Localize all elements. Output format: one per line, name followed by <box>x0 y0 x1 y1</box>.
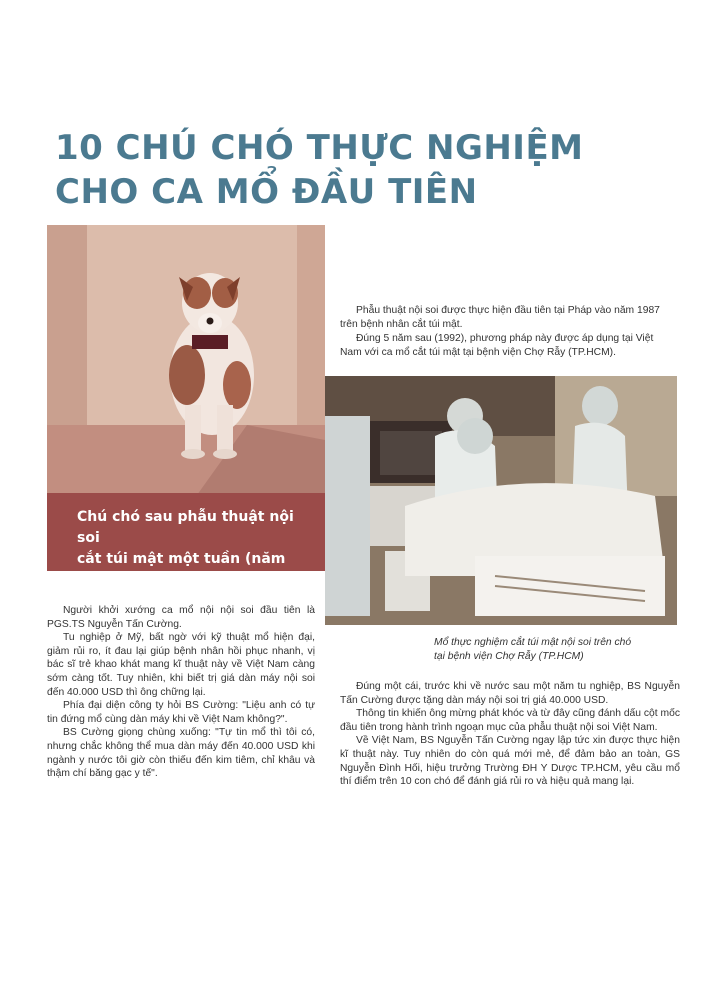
title-line-1: 10 CHÚ CHÓ THỰC NGHIỆM <box>55 128 584 168</box>
body-paragraph: Về Việt Nam, BS Nguyễn Tấn Cường ngay lập tức xin được thực hiện kĩ thuật này. Tuy nhiên do còn quá mới mẻ, để đảm bảo an toàn, GS Nguyễn Đình Hối, hiệu trưởng Trường ĐH Y Dược TP.HCM, yêu cầu mổ thí điểm trên 10 con chó để đánh giá rủi ro và hiệu quả mang lại. <box>340 735 680 788</box>
body-paragraph: Người khởi xướng ca mổ nội nội soi đầu tiên là PGS.TS Nguyễn Tấn Cường. <box>47 605 315 630</box>
dog-caption-line-2: cắt túi mật một tuần (năm 1992) <box>77 551 286 588</box>
body-paragraph: Phía đại diện công ty hỏi BS Cường: "Liệu anh có tự tin đứng mổ cùng dàn máy khi về Việt Nam không?". <box>47 700 315 725</box>
left-column <box>47 604 315 781</box>
surgery-illustration <box>325 376 677 625</box>
dog-photo <box>47 225 325 588</box>
surgery-photo-caption <box>434 636 674 664</box>
right-column <box>340 680 680 789</box>
body-paragraph: Tu nghiệp ở Mỹ, bất ngờ với kỹ thuật mổ hiện đại, giảm rủi ro, ít đau lại giúp bệnh nhân hồi phục nhanh, vị bác sĩ trẻ khao khát mang kĩ thuật này về Việt Nam càng sớm càng tốt. Tuy nhiên, khi biết trị giá dàn máy nội soi đến 40.000 USD thì ông chững lại. <box>47 632 315 698</box>
body-paragraph: BS Cường giọng chùng xuống: "Tự tin mổ thì tôi có, nhưng chắc không thể mua dàn máy đến 40.000 USD khi ngành y nước tôi giờ còn thiếu đến kim tiêm, chỉ khâu và thậm chí băng gạc y tế". <box>47 727 315 780</box>
title-line-2: CHO CA MỔ ĐẦU TIÊN <box>55 172 478 212</box>
body-paragraph: Đúng một cái, trước khi về nước sau một năm tu nghiệp, BS Nguyễn Tấn Cường được tặng dàn máy nội soi trị giá 40.000 USD. <box>340 681 680 706</box>
intro-paragraph: Phẫu thuật nội soi được thực hiện đầu tiên tại Pháp vào năm 1987 trên bệnh nhân cắt túi mật. <box>340 305 660 330</box>
intro-text <box>340 304 673 360</box>
intro-paragraph: Đúng 5 năm sau (1992), phương pháp này được áp dụng tại Việt Nam với ca mổ cắt túi mật tại bệnh viện Chợ Rẫy (TP.HCM). <box>340 333 654 358</box>
dog-caption-line-1: Chú chó sau phẫu thuật nội soi <box>77 509 294 546</box>
body-paragraph: Thông tin khiến ông mừng phát khóc và từ đây cũng đánh dấu cột mốc đầu tiên trong hành trình ngoạn mục của phẫu thuật nội soi Việt Nam. <box>340 708 680 733</box>
surgery-photo <box>325 376 677 625</box>
surgery-caption-line-2: tại bệnh viện Chợ Rẫy (TP.HCM) <box>434 651 584 662</box>
surgery-caption-line-1: Mổ thực nghiệm cắt túi mật nội soi trên chó <box>434 637 632 648</box>
dog-photo-caption <box>77 507 317 591</box>
article-title <box>55 126 675 214</box>
